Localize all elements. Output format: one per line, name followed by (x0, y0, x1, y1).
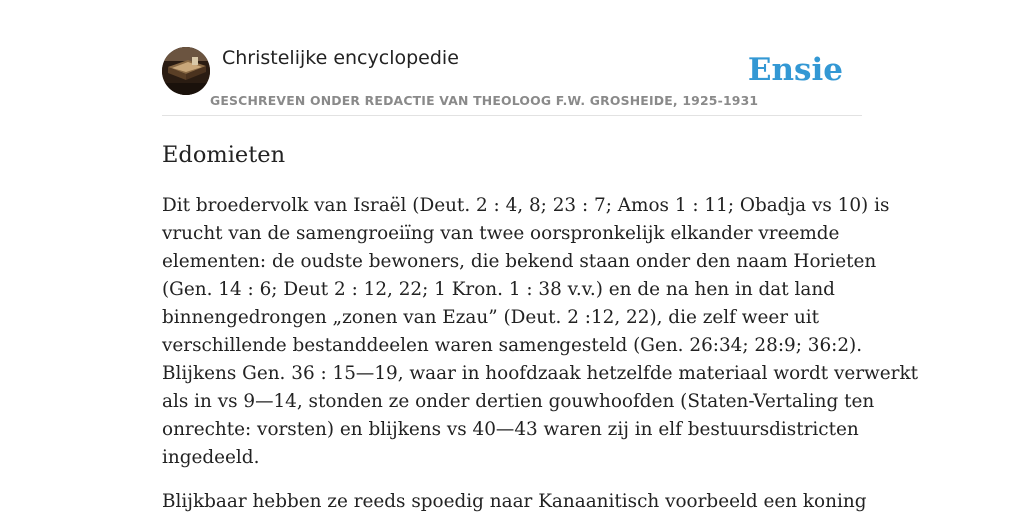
paragraph-line: (Gen. 14 : 6; Deut 2 : 12, 22; 1 Kron. 1 : 38 v.v.) en de na hen in dat land (162, 279, 835, 300)
paragraph-line: als in vs 9—14, stonden ze onder dertien gouwhoofden (Staten-Vertaling ten (162, 391, 875, 412)
article-paragraph (162, 192, 918, 472)
paragraph-line: elementen: de oudste bewoners, die bekend staan onder den naam Horieten (162, 251, 877, 272)
paragraph-line: Blijkens Gen. 36 : 15—19, waar in hoofdzaak hetzelfde materiaal wordt verwerkt (162, 363, 918, 384)
site-title[interactable]: Christelijke encyclopedie (222, 47, 459, 69)
site-subtitle: GESCHREVEN ONDER REDACTIE VAN THEOLOOG F.W. GROSHEIDE, 1925-1931 (210, 93, 759, 108)
paragraph-line: onrechte: vorsten) en blijkens vs 40—43 waren zij in elf bestuursdistricten (162, 419, 859, 440)
paragraph-line: verschillende bestanddeelen waren samengesteld (Gen. 26:34; 28:9; 36:2). (162, 335, 863, 356)
site-avatar[interactable] (162, 47, 210, 95)
paragraph-line: Blijkbaar hebben ze reeds spoedig naar Kanaanitisch voorbeeld een koning (162, 491, 867, 512)
ensie-logo[interactable]: Ensie (747, 52, 843, 88)
paragraph-line: Dit broedervolk van Israël (Deut. 2 : 4, 8; 23 : 7; Amos 1 : 11; Obadja vs 10) is (162, 195, 890, 216)
paragraph-line: ingedeeld. (162, 447, 260, 468)
article-title: Edomieten (162, 142, 286, 168)
page-container (162, 0, 918, 512)
site-header (162, 0, 862, 116)
paragraph-line: binnengedrongen „zonen van Ezau” (Deut. 2 :12, 22), die zelf weer uit (162, 307, 820, 328)
article-paragraph (162, 488, 867, 512)
article-body (162, 192, 918, 512)
book-image-icon (162, 47, 210, 95)
paragraph-line: vrucht van de samengroeiïng van twee oorspronkelijk elkander vreemde (162, 223, 840, 244)
